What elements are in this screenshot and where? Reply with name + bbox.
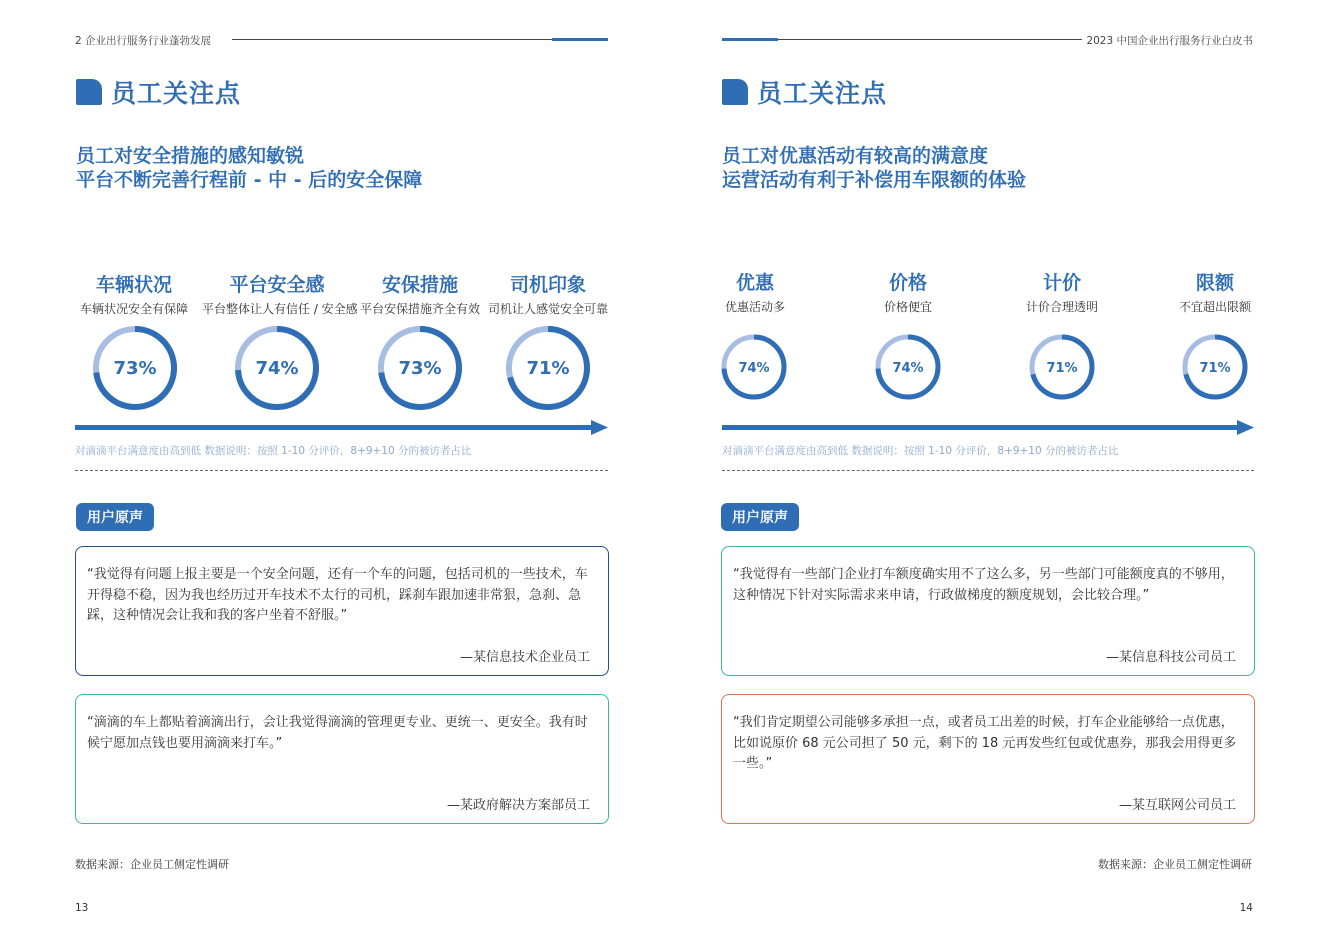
metric-title: 司机印象: [509, 274, 586, 296]
metric-title: 平台安全感: [229, 274, 325, 296]
metric-platform: [202, 270, 358, 317]
subtitle-line: 平台不断完善行程前 - 中 - 后的安全保障: [76, 169, 423, 191]
quote-card: [721, 546, 1255, 676]
metric-pricing: [1012, 268, 1112, 315]
subtitle-line: 员工对安全措施的感知敏锐: [76, 145, 305, 167]
metric-desc: 车辆状况安全有保障: [79, 302, 188, 316]
page-number: 14: [1239, 902, 1253, 914]
quote-card: [75, 694, 609, 824]
trend-arrow: [722, 420, 1254, 436]
source-note: 数据来源：企业员工侧定性调研: [1098, 858, 1252, 871]
trend-arrow: [75, 420, 608, 436]
metric-desc: 司机让人感觉安全可靠: [487, 302, 608, 316]
section-heading: [722, 74, 887, 110]
donut-value: 71%: [1199, 361, 1231, 376]
metric-price: [868, 268, 948, 315]
subtitle-line: 运营活动有利于补偿用车限额的体验: [722, 169, 1027, 191]
metric-title: 限额: [1195, 272, 1234, 294]
metric-title: 安保措施: [381, 274, 458, 296]
quote-author: —某信息科技公司员工: [1105, 650, 1236, 665]
metric-vehicle: [72, 270, 196, 317]
donut-vehicle: [91, 324, 179, 412]
section-title: 员工关注点: [757, 79, 888, 108]
quote-text: “我觉得有一些部门企业打车额度确实用不了这么多，另一些部门可能额度真的不够用，这种情况下针对实际需求来申请，行政做梯度的额度规划，会比较合理。”: [733, 567, 1234, 603]
metric-title: 优惠: [735, 272, 774, 294]
metric-title: 车辆状况: [95, 274, 172, 296]
subtitle-line: 员工对优惠活动有较高的满意度: [722, 145, 989, 167]
quote-text: “我们肯定期望公司能够多承担一点，或者员工出差的时候，打车企业能够给一点优惠，比如说原价 68 元公司担了 50 元，剩下的 18 元再发些红包或优惠券，那我会用得更多一些。”: [733, 715, 1237, 771]
quote-author: —某互联网公司员工: [1118, 798, 1236, 813]
section-square-icon: [722, 79, 748, 105]
dashed-divider: [722, 470, 1254, 471]
donut-value: 71%: [1046, 361, 1078, 376]
right-page: [665, 0, 1330, 944]
donut-value: 74%: [892, 361, 924, 376]
subtitle: [722, 144, 1026, 192]
section-title: 员工关注点: [111, 79, 242, 108]
donut-value: 73%: [398, 358, 442, 379]
donut-value: 73%: [113, 358, 157, 379]
header-accent: [722, 38, 778, 41]
donut-platform: [233, 324, 321, 412]
metric-desc: 优惠活动多: [724, 300, 785, 314]
quote-card: [721, 694, 1255, 824]
header-accent: [552, 38, 608, 41]
donut-pricing: [1028, 333, 1096, 401]
donut-value: 74%: [738, 361, 770, 376]
running-header: 2 企业出行服务行业蓬勃发展: [75, 35, 212, 47]
metric-desc: 价格便宜: [883, 300, 932, 314]
running-header: 2023 中国企业出行服务行业白皮书: [1086, 35, 1253, 47]
metric-driver: [486, 270, 610, 317]
source-note: 数据来源：企业员工侧定性调研: [75, 858, 229, 871]
quote-author: —某信息技术企业员工: [459, 650, 590, 665]
data-note: 对滴滴平台满意度由高到低 数据说明：按照 1-10 分评价，8+9+10 分的被访者占比: [75, 445, 472, 457]
metric-discount: [715, 268, 795, 315]
metric-title: 价格: [888, 272, 927, 294]
user-voice-badge: 用户原声: [76, 503, 154, 531]
metric-desc: 计价合理透明: [1025, 300, 1098, 314]
metric-limit: [1165, 268, 1265, 315]
metric-title: 计价: [1042, 272, 1081, 294]
quote-text: “滴滴的车上都贴着滴滴出行，会让我觉得滴滴的管理更专业、更统一、更安全。我有时候宁愿加点钱也要用滴滴来打车。”: [87, 715, 588, 751]
metric-desc: 不宜超出限额: [1178, 300, 1251, 314]
quote-card: [75, 546, 609, 676]
subtitle: [76, 144, 422, 192]
section-square-icon: [76, 79, 102, 105]
donut-discount: [720, 333, 788, 401]
donut-security: [376, 324, 464, 412]
metric-security: [358, 270, 482, 317]
page-number: 13: [75, 902, 89, 914]
donut-driver: [504, 324, 592, 412]
donut-limit: [1181, 333, 1249, 401]
quote-text: “我觉得有问题上报主要是一个安全问题，还有一个车的问题，包括司机的一些技术，车开得稳不稳，因为我也经历过开车技术不太行的司机，踩刹车跟加速非常狠，急刹、急踩，这种情况会让我和我的客户坐着不舒服。”: [87, 567, 588, 623]
dashed-divider: [75, 470, 608, 471]
metric-desc: 平台整体让人有信任 / 安全感: [202, 302, 358, 316]
quote-author: —某政府解决方案部员工: [446, 798, 590, 813]
donut-price: [874, 333, 942, 401]
donut-value: 74%: [255, 358, 299, 379]
user-voice-badge: 用户原声: [721, 503, 799, 531]
section-heading: [76, 74, 241, 110]
donut-value: 71%: [526, 358, 570, 379]
data-note: 对滴滴平台满意度由高到低 数据说明：按照 1-10 分评价，8+9+10 分的被访者占比: [722, 445, 1119, 457]
metric-desc: 平台安保措施齐全有效: [359, 302, 480, 316]
